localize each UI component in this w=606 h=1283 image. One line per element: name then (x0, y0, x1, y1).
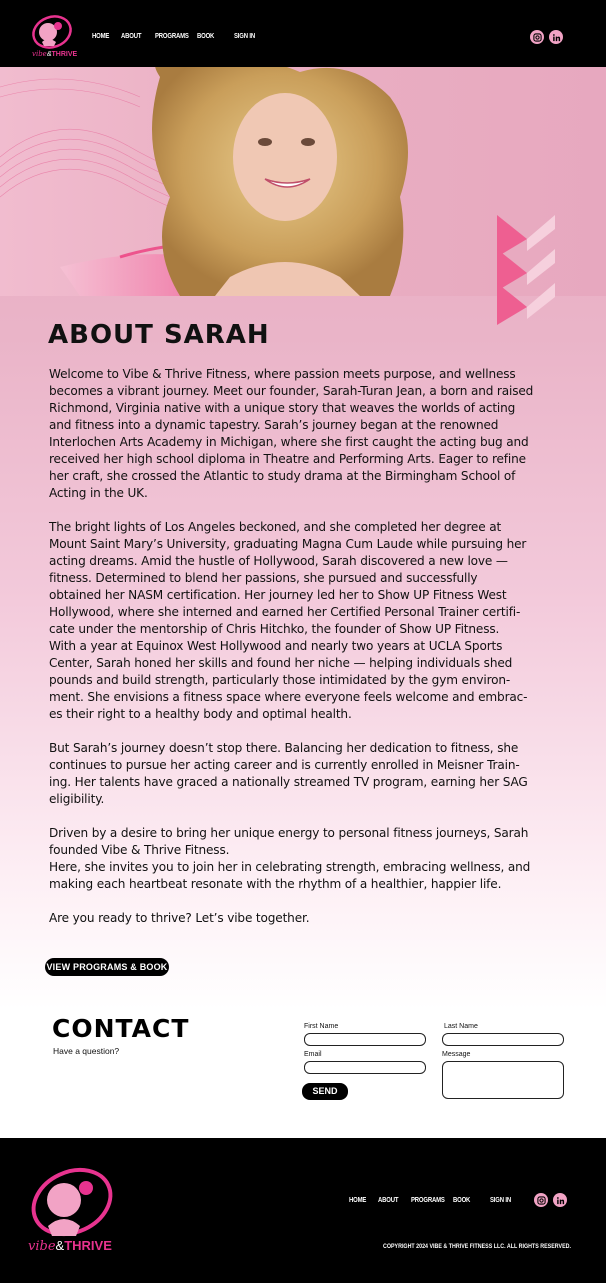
site-footer (0, 1138, 606, 1283)
footer-nav-book[interactable]: BOOK (453, 1197, 471, 1204)
contact-title: CONTACT (52, 1014, 190, 1043)
instagram-icon[interactable] (534, 1193, 548, 1207)
email-input[interactable] (304, 1061, 426, 1074)
main-content (0, 67, 606, 1138)
footer-nav-about[interactable]: ABOUT (378, 1197, 399, 1204)
footer-nav-signin[interactable]: SIGN IN (490, 1197, 511, 1204)
nav-programs[interactable]: PROGRAMS (155, 33, 189, 40)
about-bio (49, 366, 559, 944)
first-name-label: First Name (304, 1023, 339, 1030)
footer-brand-script: vibe (28, 1239, 56, 1254)
copyright-text: COPYRIGHT 2024 VIBE & THRIVE FITNESS LLC. ALL RIGHTS RESERVED. (383, 1243, 571, 1250)
brand-script: vibe (32, 50, 47, 58)
message-label: Message (442, 1051, 471, 1058)
linkedin-icon[interactable] (553, 1193, 567, 1207)
nav-signin[interactable]: SIGN IN (234, 33, 255, 40)
view-programs-button[interactable]: VIEW PROGRAMS & BOOK (45, 958, 169, 976)
brand-logo[interactable] (28, 12, 86, 60)
bio-paragraph: Welcome to Vibe & Thrive Fitness, where passion meets purpose, and wellness becomes a vibrant journey. Meet our founder, Sarah-Turan Jean, a born and raised Richmond, Virginia native with a unique story that weaves the worlds of acting and fitness into a dynamic tapestry. Sarah’s journey began at the renowned Interlochen Arts Academy in Michigan, where she first caught the acting bug and received her high school diploma in Theatre and Performing Arts. Eager to refine her craft, she crossed the Atlantic to study drama at the Birmingham School of Acting in the UK. (49, 367, 534, 500)
email-label: Email (304, 1051, 322, 1058)
footer-brand-amp: & (55, 1238, 65, 1253)
about-title: ABOUT SARAH (48, 320, 270, 350)
footer-nav-home[interactable]: HOME (349, 1197, 367, 1204)
linkedin-icon[interactable] (549, 30, 563, 44)
nav-book[interactable]: BOOK (197, 33, 215, 40)
last-name-label: Last Name (444, 1023, 478, 1030)
brand-block: THRIVE (51, 51, 78, 58)
header-social (530, 30, 563, 44)
send-button[interactable]: SEND (302, 1083, 348, 1100)
nav-about[interactable]: ABOUT (121, 33, 142, 40)
first-name-input[interactable] (304, 1033, 426, 1046)
site-header (0, 0, 606, 67)
contact-subtitle: Have a question? (53, 1046, 120, 1056)
bio-paragraph: The bright lights of Los Angeles beckoned, and she completed her degree at Mount Saint Mary’s University, graduating Magna Cum Laude while pursuing her acting dreams. Amid the hustle of Hollywood, Sarah discovered a new love — fitness. Determined to blend her passions, she pursued and successfully obtained her NASM certification. Her journey led her to Show UP Fitness West Hollywood, where she interned and earned her Certified Personal Trainer certifi- cate under the mentorship of Chris Hitchko, the founder of Show UP Fitness. With a year at Equinox West Hollywood and nearly two years at UCLA Sports Center, Sarah honed her skills and found her niche — helping individuals shed pounds and build strength, particularly those intimidated by the gym environ- ment. She envisions a fitness space where everyone feels welcome and embrac- es their right to a healthy body and optimal health. (49, 520, 528, 721)
bio-paragraph: Driven by a desire to bring her unique energy to personal fitness journeys, Sarah founded Vibe & Thrive Fitness. Here, she invites you to join her in celebrating strength, embracing wellness, and making each heartbeat resonate with the rhythm of a healthier, happier life. (49, 826, 531, 891)
footer-brand-logo[interactable] (22, 1160, 132, 1256)
footer-nav-programs[interactable]: PROGRAMS (411, 1197, 445, 1204)
instagram-icon[interactable] (530, 30, 544, 44)
bio-paragraph: But Sarah’s journey doesn’t stop there. Balancing her dedication to fitness, she continues to pursue her acting career and is currently enrolled in Meisner Train- ing. Her talents have graced a nationally streamed TV program, earning her SAG eligibility. (49, 741, 528, 806)
footer-brand-block: THRIVE (64, 1238, 112, 1253)
message-textarea[interactable] (442, 1061, 564, 1099)
footer-social (534, 1193, 567, 1207)
bio-paragraph: Are you ready to thrive? Let’s vibe together. (49, 911, 310, 925)
brand-amp: & (46, 51, 52, 58)
nav-home[interactable]: HOME (92, 33, 110, 40)
chevron-decoration-icon (497, 215, 557, 325)
last-name-input[interactable] (442, 1033, 564, 1046)
